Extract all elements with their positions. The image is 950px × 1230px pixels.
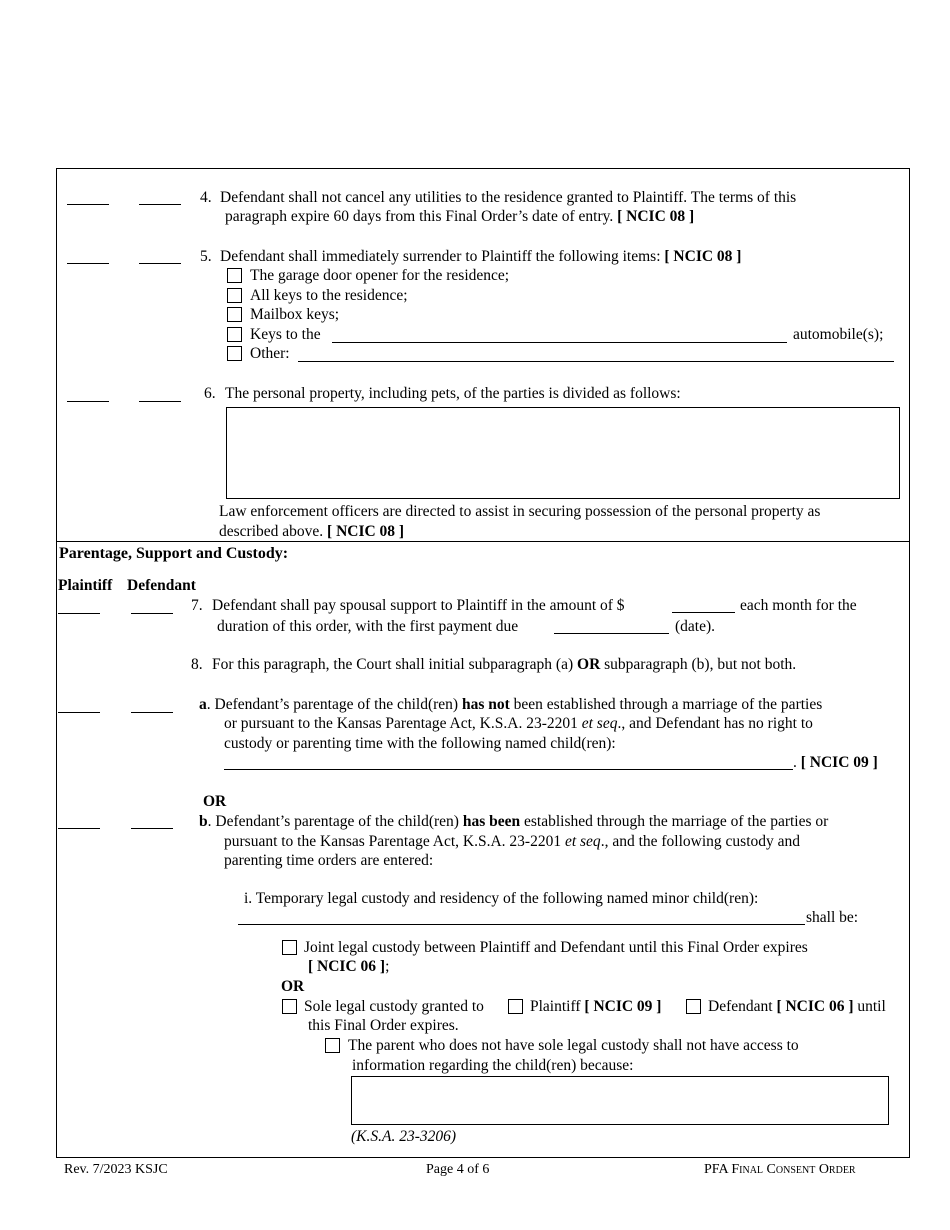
plaintiff-initial-line-8b[interactable] [58, 828, 100, 829]
automobile-field[interactable] [332, 342, 787, 343]
joint-custody-line1: Joint legal custody between Plaintiff and Defendant until this Final Order expires [304, 939, 808, 956]
sole-plaintiff-label: Plaintiff [ NCIC 09 ] [530, 998, 662, 1015]
item-6-number: 6. [204, 385, 216, 402]
section-heading: Parentage, Support and Custody: [59, 545, 289, 562]
item-8a-line2: or pursuant to the Kansas Parentage Act, K.S.A. 23-2201 et seq., and Defendant has no right to [224, 715, 813, 732]
no-access-line2: information regarding the child(ren) because: [352, 1057, 634, 1074]
item-7-line1b: each month for the [740, 597, 857, 614]
plaintiff-initial-line-4[interactable] [67, 204, 109, 205]
no-access-reason-box[interactable] [351, 1076, 889, 1125]
garage-opener-checkbox[interactable] [227, 268, 242, 283]
item-8b-line3: parenting time orders are entered: [224, 852, 434, 869]
joint-custody-checkbox[interactable] [282, 940, 297, 955]
defendant-initial-line-4[interactable] [139, 204, 181, 205]
footer-page-number: Page 4 of 6 [426, 1162, 490, 1177]
no-access-checkbox[interactable] [325, 1038, 340, 1053]
plaintiff-initial-line-8a[interactable] [58, 712, 100, 713]
sole-custody-line2: this Final Order expires. [308, 1017, 459, 1034]
residence-keys-checkbox[interactable] [227, 288, 242, 303]
item-6-line1: The personal property, including pets, of the parties is divided as follows: [225, 385, 681, 402]
sole-custody-label: Sole legal custody granted to [304, 998, 484, 1015]
other-items-field[interactable] [298, 361, 894, 362]
sole-defendant-label: Defendant [ NCIC 06 ] until [708, 998, 886, 1015]
or-label: OR [203, 793, 227, 810]
defendant-initial-line-7[interactable] [131, 613, 173, 614]
automobile-keys-label: Keys to the [250, 326, 321, 343]
defendant-initial-line-5[interactable] [139, 263, 181, 264]
item-8b-line2: pursuant to the Kansas Parentage Act, K.S.A. 23-2201 et seq., and the following custody and [224, 833, 801, 850]
sole-plaintiff-checkbox[interactable] [508, 999, 523, 1014]
law-enforcement-line1: Law enforcement officers are directed to assist in securing possession of the personal property as [219, 503, 821, 520]
item-8b-line1: b. Defendant’s parentage of the child(ren) has been established through the marriage of the parties or [199, 813, 829, 830]
item-8a-end: . [ NCIC 09 ] [793, 754, 878, 771]
plaintiff-initial-line-5[interactable] [67, 263, 109, 264]
item-8a-line3: custody or parenting time with the following named child(ren): [224, 735, 616, 752]
mailbox-keys-label: Mailbox keys; [250, 306, 340, 323]
plaintiff-initial-line-6[interactable] [67, 401, 109, 402]
first-payment-date-field[interactable] [554, 633, 669, 634]
shall-be-label: shall be: [806, 909, 859, 926]
no-access-line1: The parent who does not have sole legal custody shall not have access to [348, 1037, 799, 1054]
section-divider [56, 541, 910, 542]
item-4-line1: Defendant shall not cancel any utilities to the residence granted to Plaintiff. The terms of this [220, 189, 797, 206]
custody-or-label: OR [281, 978, 305, 995]
residence-keys-label: All keys to the residence; [250, 287, 408, 304]
footer-form-title: PFA Final Consent Order [704, 1162, 856, 1177]
sub-i-label: i. Temporary legal custody and residency of the following named minor child(ren): [244, 890, 759, 907]
column-plaintiff: Plaintiff [58, 577, 113, 594]
sole-defendant-checkbox[interactable] [686, 999, 701, 1014]
item-7-line2b: (date). [675, 618, 716, 635]
other-items-label: Other: [250, 345, 290, 362]
item-7-line1a: Defendant shall pay spousal support to Plaintiff in the amount of $ [212, 597, 625, 614]
automobile-keys-checkbox[interactable] [227, 327, 242, 342]
item-4-line2: paragraph expire 60 days from this Final Order’s date of entry. [ NCIC 08 ] [225, 208, 695, 225]
automobile-suffix: automobile(s); [793, 326, 884, 343]
garage-opener-label: The garage door opener for the residence; [250, 267, 510, 284]
children-names-field-8a[interactable] [224, 769, 793, 770]
column-defendant: Defendant [127, 577, 196, 594]
statute-reference: (K.S.A. 23-3206) [351, 1128, 457, 1145]
sole-custody-checkbox[interactable] [282, 999, 297, 1014]
item-5-line1: Defendant shall immediately surrender to Plaintiff the following items: [ NCIC 08 ] [220, 248, 742, 265]
item-8-text: For this paragraph, the Court shall initial subparagraph (a) OR subparagraph (b), but not both. [212, 656, 797, 673]
plaintiff-initial-line-7[interactable] [58, 613, 100, 614]
defendant-initial-line-8a[interactable] [131, 712, 173, 713]
property-division-box[interactable] [226, 407, 900, 499]
item-8a-line1: a. Defendant’s parentage of the child(ren) has not been established through a marriage of the parties [199, 696, 823, 713]
item-5-number: 5. [200, 248, 212, 265]
support-amount-field[interactable] [672, 612, 735, 613]
minor-children-field[interactable] [238, 924, 805, 925]
mailbox-keys-checkbox[interactable] [227, 307, 242, 322]
defendant-initial-line-6[interactable] [139, 401, 181, 402]
item-7-number: 7. [191, 597, 203, 614]
item-4-number: 4. [200, 189, 212, 206]
joint-custody-line2: [ NCIC 06 ]; [308, 958, 390, 975]
item-8-number: 8. [191, 656, 203, 673]
law-enforcement-line2: described above. [ NCIC 08 ] [219, 523, 405, 540]
footer-revision: Rev. 7/2023 KSJC [64, 1162, 168, 1177]
item-7-line2a: duration of this order, with the first payment due [217, 618, 519, 635]
defendant-initial-line-8b[interactable] [131, 828, 173, 829]
other-items-checkbox[interactable] [227, 346, 242, 361]
